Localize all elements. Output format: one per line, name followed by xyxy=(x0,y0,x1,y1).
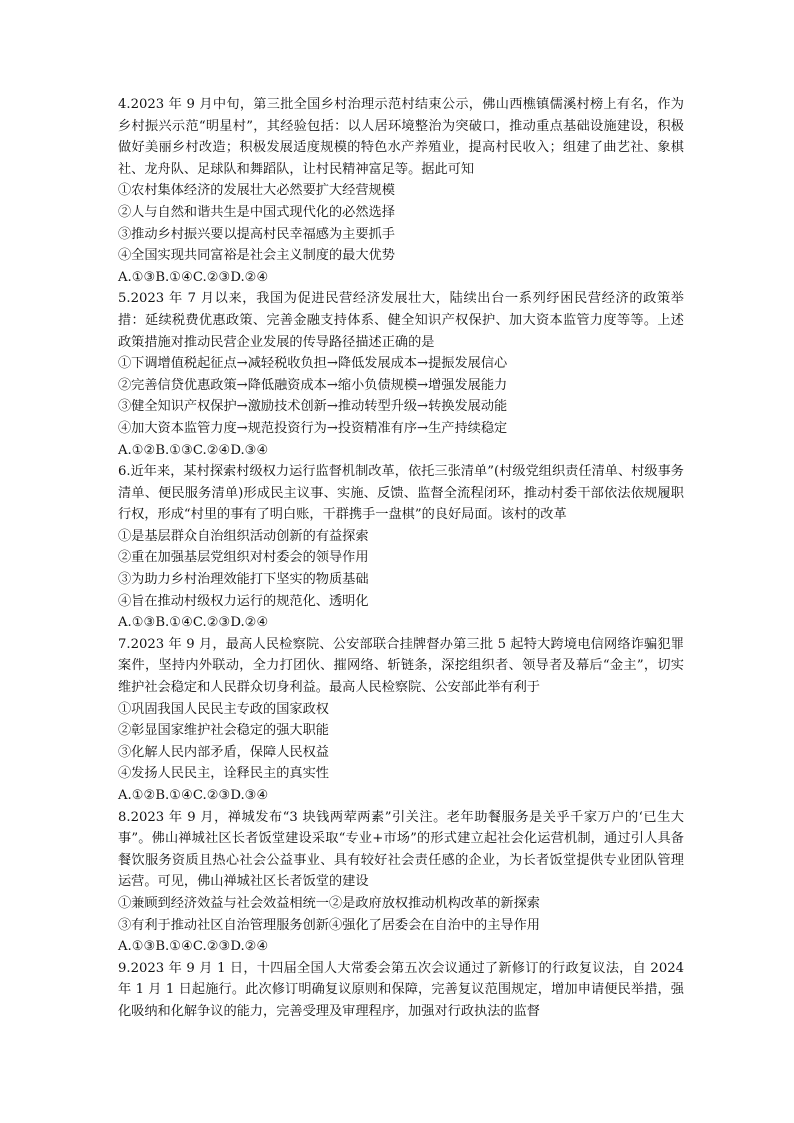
option-statement: ①下调增值税起征点→减轻税收负担→降低发展成本→提振发展信心 xyxy=(118,356,508,372)
exam-page xyxy=(118,94,684,1023)
question-4 xyxy=(118,94,684,288)
question-5 xyxy=(118,288,684,461)
answer-choices: A.①③B.①④C.②③D.②④ xyxy=(118,615,269,631)
option-statement: ③为助力乡村治理效能打下坚实的物质基础 xyxy=(118,572,369,588)
option-statement: ④旨在推动村级权力运行的规范化、透明化 xyxy=(118,593,369,609)
question-9 xyxy=(118,958,684,1023)
option-statement: ④全国实现共同富裕是社会主义制度的最大优势 xyxy=(118,248,395,264)
answer-choices: A.①②B.①④C.②③D.③④ xyxy=(118,788,269,803)
option-statement: ③化解人民内部矛盾，保障人民权益 xyxy=(118,744,329,760)
option-statement: ③有利于推动社区自治管理服务创新④强化了居委会在自治中的主导作用 xyxy=(118,917,540,933)
question-stem: 6.近年来，某村探索村级权力运行监督机制改革，依托三张清单”(村级党组织责任清单、村级事务清单、便民服务清单)形成民主议事、实施、反馈、监督全流程闭环，推动村委干部依法依规履职行权，形成“村里的事有了明白账，干群携手一盘棋”的良好局面。该村的改革 xyxy=(118,464,684,523)
option-statement: ②重在加强基层党组织对村委会的领导作用 xyxy=(118,550,369,566)
answer-choices: A.①③B.①④C.②③D.②④ xyxy=(118,939,269,955)
option-statement: ②彰显国家维护社会稳定的强大职能 xyxy=(118,723,329,739)
answer-choices: A.①②B.①③C.②④D.③④ xyxy=(118,442,269,458)
option-statement: ③推动乡村振兴要以提高村民幸福感为主要抓手 xyxy=(118,226,395,242)
option-statement: ①巩固我国人民民主专政的国家政权 xyxy=(118,701,329,717)
question-stem: 9.2023 年 9 月 1 日，十四届全国人大常委会第五次会议通过了新修订的行政复议法，自 2024 年 1 月 1 日起施行。此次修订明确复议原则和保障，完善复议范围规定，增加申请便民举措，强化吸纳和化解争议的能力，完善受理及审理程序，加强对行政执法的监督 xyxy=(118,960,684,1019)
question-stem: 4.2023 年 9 月中旬，第三批全国乡村治理示范村结束公示，佛山西樵镇儒溪村榜上有名，作为乡村振兴示范“明星村”，其经验包括：以人居环境整治为突破口，推动重点基础设施建设，积极做好美丽乡村改造；积极发展适度规模的特色水产养殖业，提高村民收入；组建了曲艺社、象棋社、龙舟队、足球队和舞蹈队，让村民精神富足等。据此可知 xyxy=(118,97,684,177)
question-stem: 8.2023 年 9 月，禅城发布“3 块钱两荤两素”引关注。老年助餐服务是关乎千家万户的‘已生大事”。佛山禅城社区长者饭堂建设采取“专业+市场”的形式建立起社会化运营机制，通过引人具备餐饮服务资质且热心社会公益事业、具有较好社会责任感的企业，为长者饭堂提供专业团队管理运营。可见，佛山禅城社区长者饭堂的建设 xyxy=(118,809,684,890)
option-statement: ④加大资本监管力度→规范投资行为→投资精准有序→生产持续稳定 xyxy=(118,420,508,436)
question-6 xyxy=(118,461,684,634)
option-statement: ②人与自然和谐共生是中国式现代化的必然选择 xyxy=(118,204,395,220)
option-statement: ②完善信贷优惠政策→降低融资成本→缩小负债规模→增强发展能力 xyxy=(118,377,508,393)
question-7 xyxy=(118,634,684,807)
question-8 xyxy=(118,807,684,958)
option-statement: ④发扬人民民主，诠释民主的真实性 xyxy=(118,766,329,782)
question-stem: 7.2023 年 9 月，最高人民检察院、公安部联合挂牌督办第三批 5 起特大跨境电信网络诈骗犯罪案件，坚持内外联动，全力打团伙、摧网络、斩链条，深挖组织者、领导者及幕后“金主”，切实维护社会稳定和人民群众切身利益。最高人民检察院、公安部此举有利于 xyxy=(118,636,684,696)
question-stem: 5.2023 年 7 月以来，我国为促进民营经济发展壮大，陆续出台一系列纾困民营经济的政策举措：延续税费优惠政策、完善金融支持体系、健全知识产权保护、加大资本监管力度等等。上述政策措施对推动民营企业发展的传导路径描述正确的是 xyxy=(118,291,684,350)
answer-choices: A.①③B.①④C.②③D.②④ xyxy=(118,269,269,285)
option-statement: ①是基层群众自治组织活动创新的有益探索 xyxy=(118,528,369,544)
option-statement: ③健全知识产权保护→激励技术创新→推动转型升级→转换发展动能 xyxy=(118,399,508,415)
option-statement: ①兼顾到经济效益与社会效益相统一②是政府放权推动机构改革的新探索 xyxy=(118,895,540,911)
option-statement: ①农村集体经济的发展壮大必然要扩大经营规模 xyxy=(118,183,395,199)
